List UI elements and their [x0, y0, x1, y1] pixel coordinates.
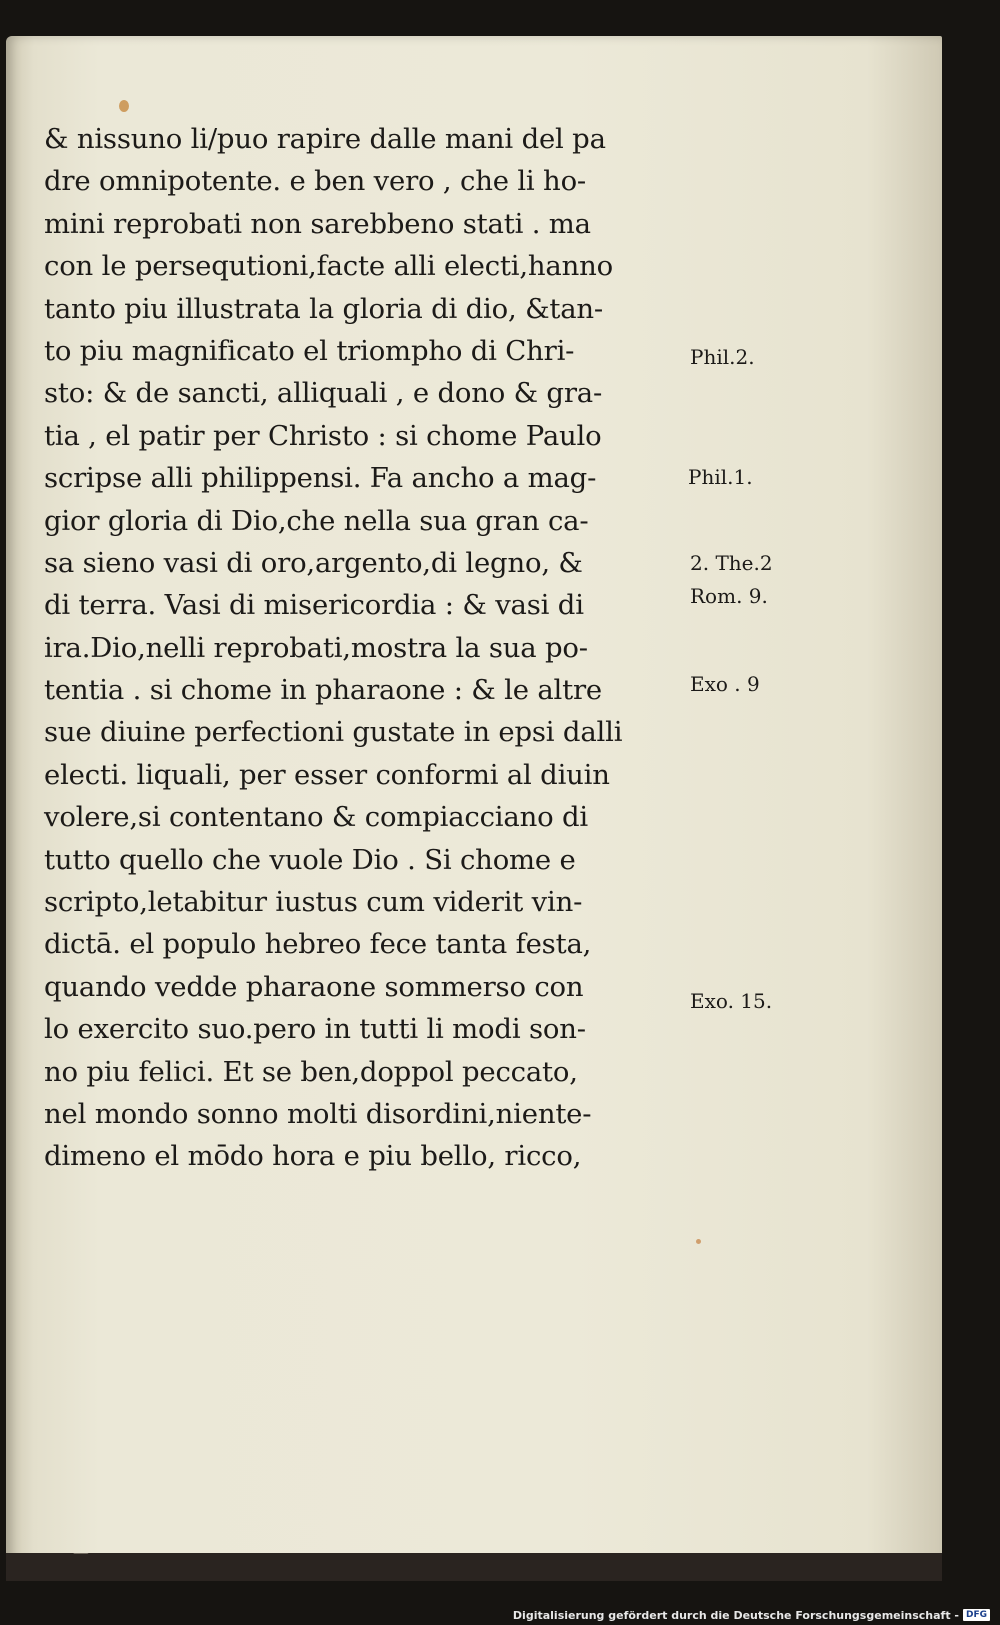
text-line: tanto piu illustrata la gloria di dio, &tan- [44, 292, 604, 325]
margin-note: Phil.2. [690, 345, 755, 369]
text-line: ira.Dio,nelli reprobati,mostra la sua po- [44, 631, 588, 664]
text-line: con le persequtioni,facte alli electi,hanno [44, 250, 613, 283]
text-line: di terra. Vasi di misericordia : & vasi di [44, 589, 584, 622]
digitization-credit [513, 1607, 990, 1623]
text-line: dimeno el mōdo hora e piu bello, ricco, [44, 1140, 582, 1173]
text-line: dre omnipotente. e ben vero , che li ho- [44, 165, 587, 198]
margin-note: Exo . 9 [690, 672, 760, 696]
text-line: electi. liquali, per esser conformi al diuin [44, 758, 610, 791]
text-line: nel mondo sonno molti disordini,niente- [44, 1097, 592, 1130]
text-line: & nissuno li/puo rapire dalle mani del pa [44, 123, 606, 155]
text-line: tentia . si chome in pharaone : & le altre [44, 674, 602, 707]
body-text [44, 118, 684, 1178]
text-line: tutto quello che vuole Dio . Si chome e [44, 843, 576, 876]
margin-note: 2. The.2 [690, 551, 773, 575]
text-line: scripto,letabitur iustus cum viderit vin- [44, 886, 583, 919]
text-line: gior gloria di Dio,che nella sua gran ca- [44, 504, 589, 537]
text-line: to piu magnificato el triompho di Chri- [44, 334, 575, 367]
dfg-logo: DFG [963, 1609, 990, 1621]
text-line: sto: & de sancti, alliquali , e dono & gra- [44, 377, 603, 410]
text-line: lo exercito suo.pero in tutti li modi son- [44, 1013, 586, 1046]
text-line: tia , el patir per Christo : si chome Paulo [44, 419, 602, 452]
text-line: sue diuine perfectioni gustate in epsi dalli [44, 716, 623, 749]
margin-note: Exo. 15. [690, 989, 773, 1013]
text-line: dictā. el populo hebreo fece tanta festa, [44, 928, 592, 961]
text-line: scripse alli philippensi. Fa ancho a mag- [44, 462, 597, 495]
text-line: volere,si contentano & compiacciano di [44, 801, 588, 834]
margin-note: Rom. 9. [690, 584, 768, 608]
credit-text: Digitalisierung gefördert durch die Deutsche Forschungsgemeinschaft - [512, 1608, 959, 1622]
text-line: sa sieno vasi di oro,argento,di legno, & [44, 546, 583, 579]
torn-page-edge [6, 1553, 942, 1581]
paper-fleck [696, 1239, 701, 1244]
paper-stain [119, 100, 129, 112]
text-line: mini reprobati non sarebbeno stati . ma [44, 207, 591, 240]
text-line: quando vedde pharaone sommerso con [44, 970, 584, 1003]
margin-note: Phil.1. [688, 465, 753, 489]
text-line: no piu felici. Et se ben,doppol peccato, [44, 1055, 578, 1088]
